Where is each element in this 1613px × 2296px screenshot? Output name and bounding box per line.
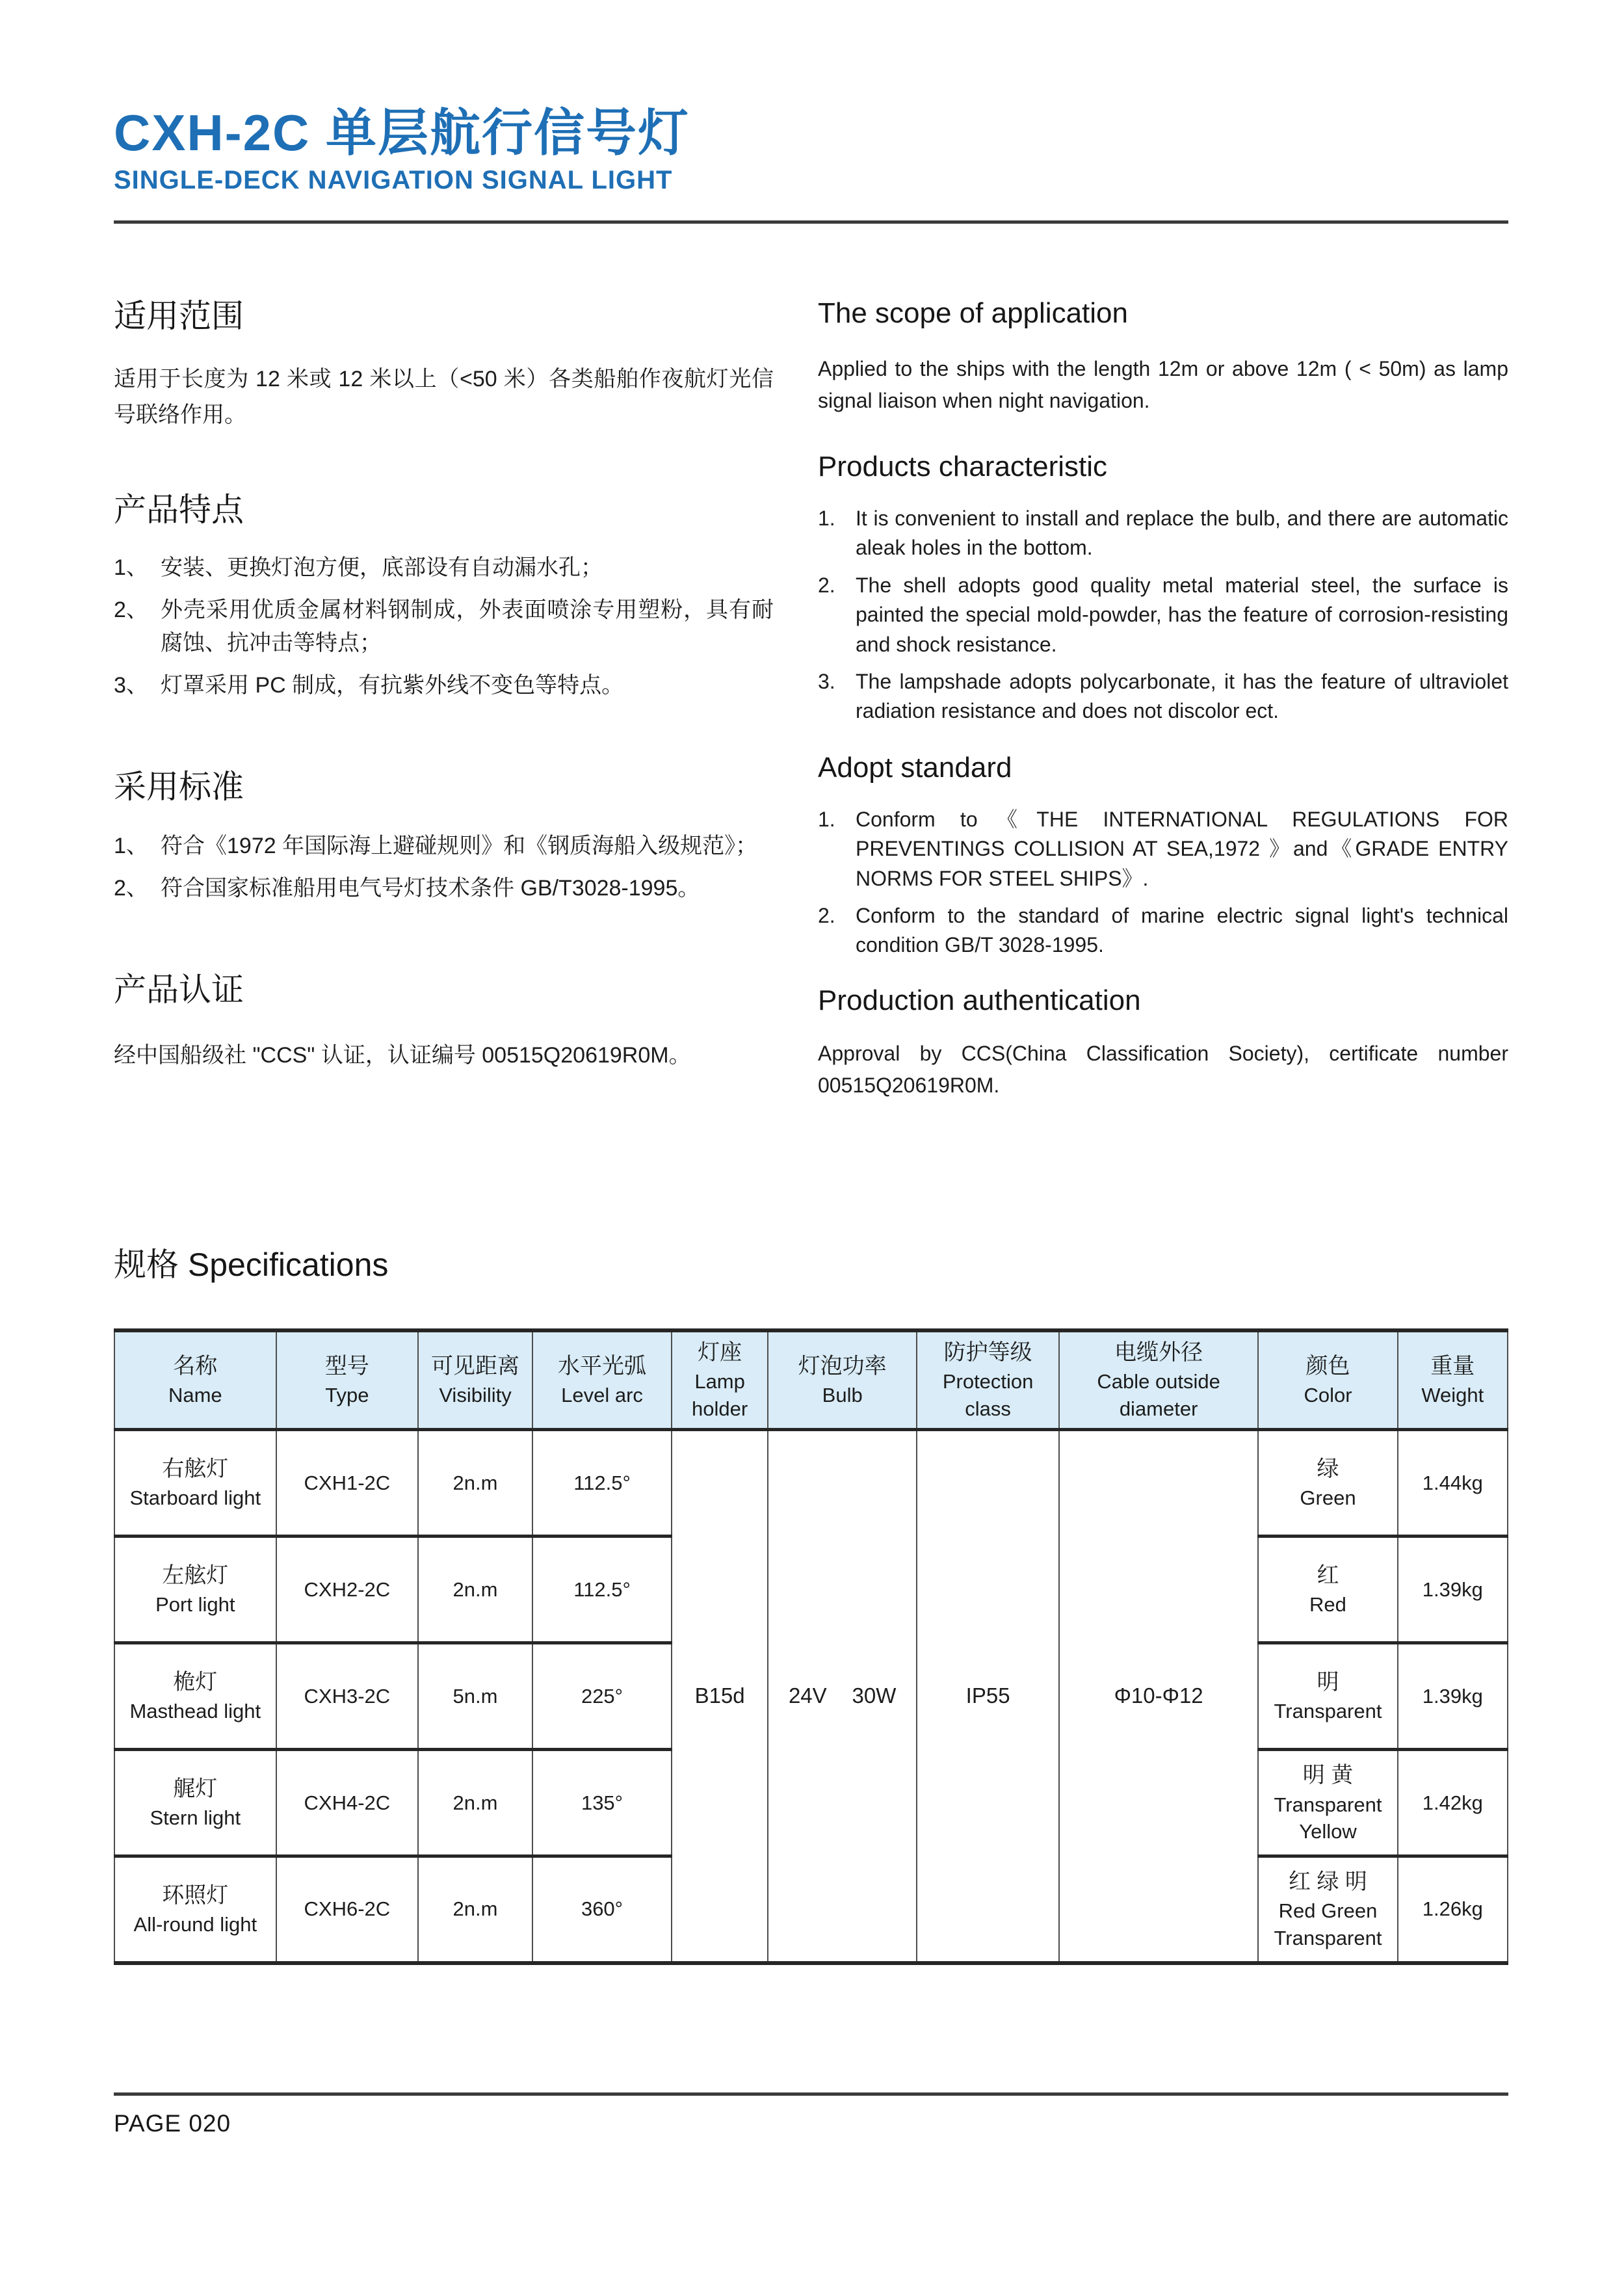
- footer-divider: [114, 2092, 1508, 2096]
- heading-standard-en: Adopt standard: [818, 751, 1012, 784]
- column-chinese: [114, 297, 774, 1102]
- cell-level-arc: 360°: [532, 1856, 672, 1963]
- col-header-weight: [1398, 1330, 1508, 1430]
- cell-name: [114, 1430, 276, 1537]
- specifications-heading: 规格 Specifications: [114, 1246, 389, 1283]
- column-english: [818, 297, 1508, 1102]
- cell-name: [114, 1643, 276, 1750]
- cell-weight: 1.39kg: [1398, 1537, 1508, 1643]
- cell-color: 明 Transparent: [1258, 1643, 1397, 1750]
- col-header-cn: 防护等级: [943, 1339, 1032, 1365]
- list-number: 2、: [114, 876, 148, 901]
- spec-header-row: [114, 1330, 1508, 1430]
- col-header-en: Name: [168, 1384, 222, 1407]
- list-item: [818, 805, 1508, 893]
- section-characteristic-en: [818, 450, 1508, 726]
- col-header-en: Weight: [1421, 1384, 1484, 1407]
- list-text: The shell adopts good quality metal material steel, the surface is painted the special mold-powder, has the feature of corrosion-resisting and shock resistance.: [856, 573, 1508, 656]
- page-subtitle: SINGLE-DECK NAVIGATION SIGNAL LIGHT: [114, 166, 673, 194]
- cell-type: CXH3-2C: [276, 1643, 419, 1750]
- cell-name-cn: 右舷灯: [162, 1456, 229, 1481]
- cell-name-en: Starboard light: [129, 1486, 261, 1510]
- col-header-en: Visibility: [439, 1384, 512, 1407]
- cell-visibility: 2n.m: [418, 1430, 532, 1537]
- page-number: PAGE 020: [114, 2109, 231, 2137]
- cell-visibility: 2n.m: [418, 1856, 532, 1963]
- catalog-page: [0, 104, 1613, 2296]
- heading-characteristic-en: Products characteristic: [818, 450, 1108, 482]
- section-authentication-en: [818, 984, 1508, 1102]
- cell-weight: 1.42kg: [1398, 1750, 1508, 1856]
- col-header-en: Lamp holder: [692, 1370, 748, 1421]
- col-header-en: Cable outside diameter: [1097, 1370, 1220, 1421]
- col-header-cn: 型号: [324, 1353, 369, 1379]
- list-text: 灯罩采用 PC 制成，有抗紫外线不变色等特点。: [161, 673, 624, 698]
- heading-scope-cn: 适用范围: [114, 298, 244, 334]
- cell-visibility: 2n.m: [418, 1750, 532, 1856]
- cell-type: CXH1-2C: [276, 1430, 419, 1537]
- section-scope-en: [818, 297, 1508, 417]
- col-header-cn: 可见距离: [431, 1353, 520, 1379]
- cell-level-arc: 112.5°: [532, 1430, 672, 1537]
- heading-certification-cn: 产品认证: [114, 971, 244, 1009]
- list-item: [818, 901, 1508, 960]
- cell-color: 红 Red: [1258, 1537, 1397, 1643]
- cell-level-arc: 112.5°: [532, 1537, 672, 1643]
- body-authentication-en: Approval by CCS(China Classification Society), certificate number 00515Q20619R0M.: [818, 1041, 1508, 1098]
- list-item: [818, 504, 1508, 563]
- col-header-cn: 灯座: [698, 1339, 742, 1365]
- cell-lamp-holder: B15d: [672, 1430, 768, 1963]
- list-number: 1、: [114, 834, 148, 859]
- list-text: 外壳采用优质金属材料钢制成，外表面喷涂专用塑粉，具有耐腐蚀、抗冲击等特点；: [161, 598, 774, 656]
- col-header-type: [276, 1330, 419, 1430]
- list-text: 符合国家标准船用电气号灯技术条件 GB/T3028-1995。: [161, 876, 700, 901]
- body-scope-en: Applied to the ships with the length 12m or above 12m ( < 50m) as lamp signal liaison when night navigation.: [818, 356, 1508, 413]
- cell-color: 明 黄 Transparent Yellow: [1258, 1750, 1397, 1856]
- col-header-color: [1258, 1330, 1397, 1430]
- list-item: [114, 830, 774, 863]
- cell-weight: 1.44kg: [1398, 1430, 1508, 1537]
- spec-table: [114, 1328, 1508, 1965]
- section-standard-cn: [114, 767, 774, 905]
- body-certification-cn: 经中国船级社 "CCS" 认证，认证编号 00515Q20619R0M。: [114, 1043, 691, 1068]
- page-title: CXH-2C 单层航行信号灯: [114, 104, 690, 161]
- section-columns: [114, 297, 1508, 1102]
- list-number: 2、: [114, 598, 148, 623]
- cell-name-cn: 左舷灯: [162, 1563, 229, 1588]
- list-text: 符合《1972 年国际海上避碰规则》和《钢质海船入级规范》；: [161, 834, 758, 859]
- cell-name-cn: 艉灯: [173, 1776, 218, 1801]
- heading-features-cn: 产品特点: [114, 492, 244, 529]
- cell-weight: 1.39kg: [1398, 1643, 1508, 1750]
- list-item: [114, 872, 774, 905]
- col-header-en: Type: [325, 1384, 369, 1407]
- list-number: 1.: [818, 506, 835, 530]
- col-header-level-arc: [532, 1330, 672, 1430]
- cell-name: [114, 1537, 276, 1643]
- cell-name-en: Stern light: [150, 1806, 241, 1830]
- col-header-en: Bulb: [822, 1384, 863, 1407]
- list-number: 2.: [818, 903, 835, 927]
- list-number: 2.: [818, 573, 835, 597]
- col-header-en: Color: [1304, 1384, 1352, 1407]
- cell-name: [114, 1856, 276, 1963]
- cell-color: 绿 Green: [1258, 1430, 1397, 1537]
- col-header-name: [114, 1330, 276, 1430]
- col-header-cn: 颜色: [1305, 1353, 1350, 1379]
- list-number: 3.: [818, 669, 835, 693]
- col-header-cn: 名称: [173, 1353, 218, 1379]
- list-number: 1、: [114, 555, 148, 581]
- list-item: [114, 551, 774, 585]
- heading-authentication-en: Production authentication: [818, 984, 1141, 1016]
- list-item: [818, 667, 1508, 726]
- cell-color: 红 绿 明 Red Green Transparent: [1258, 1856, 1397, 1963]
- spec-row-starboard: [114, 1430, 1508, 1537]
- cell-type: CXH4-2C: [276, 1750, 419, 1856]
- heading-standard-cn: 采用标准: [114, 769, 244, 806]
- cell-name-cn: 桅灯: [173, 1669, 218, 1695]
- col-header-cn: 重量: [1430, 1353, 1475, 1379]
- list-text: The lampshade adopts polycarbonate, it has the feature of ultraviolet radiation resistance and does not discolor ect.: [856, 669, 1508, 723]
- page-header: [114, 104, 1508, 224]
- cell-protection: IP55: [917, 1430, 1059, 1963]
- col-header-cn: 灯泡功率: [798, 1353, 887, 1379]
- list-text: 安装、更换灯泡方便，底部设有自动漏水孔；: [161, 555, 603, 581]
- section-certification-cn: [114, 970, 774, 1074]
- col-header-visibility: [418, 1330, 532, 1430]
- cell-visibility: 5n.m: [418, 1643, 532, 1750]
- section-features-cn: [114, 490, 774, 702]
- section-standard-en: [818, 751, 1508, 960]
- col-header-en: Protection class: [942, 1370, 1034, 1421]
- cell-bulb: 24V 30W: [768, 1430, 917, 1963]
- cell-name: [114, 1750, 276, 1856]
- cell-type: CXH6-2C: [276, 1856, 419, 1963]
- list-text: Conform to the standard of marine electric signal light's technical condition GB/T 3028-1995.: [856, 903, 1508, 957]
- header-divider: [114, 220, 1508, 224]
- cell-name-cn: 环照灯: [162, 1882, 229, 1908]
- cell-name-en: All-round light: [133, 1913, 257, 1936]
- heading-scope-en: The scope of application: [818, 297, 1128, 329]
- col-header-cable: [1059, 1330, 1258, 1430]
- list-number: 1.: [818, 807, 835, 831]
- cell-name-en: Port light: [155, 1593, 235, 1616]
- list-text: It is convenient to install and replace the bulb, and there are automatic aleak holes in the bottom.: [856, 506, 1508, 560]
- body-scope-cn: 适用于长度为 12 米或 12 米以上（<50 米）各类船舶作夜航灯光信号联络作用。: [114, 367, 774, 428]
- cell-visibility: 2n.m: [418, 1537, 532, 1643]
- list-number: 3、: [114, 673, 148, 698]
- cell-cable: Φ10-Φ12: [1059, 1430, 1258, 1963]
- section-scope-cn: [114, 297, 774, 433]
- cell-type: CXH2-2C: [276, 1537, 419, 1643]
- list-item: [114, 594, 774, 660]
- cell-weight: 1.26kg: [1398, 1856, 1508, 1963]
- col-header-cn: 电缆外径: [1114, 1339, 1203, 1365]
- list-text: Conform to《THE INTERNATIONAL REGULATIONS FOR PREVENTINGS COLLISION AT SEA,1972 》and《GRADE ENTRY NORMS FOR STEEL SHIPS》.: [856, 807, 1508, 890]
- list-item: [818, 571, 1508, 659]
- cell-name-en: Masthead light: [129, 1700, 261, 1723]
- cell-level-arc: 225°: [532, 1643, 672, 1750]
- cell-level-arc: 135°: [532, 1750, 672, 1856]
- list-item: [114, 669, 774, 702]
- col-header-en: Level arc: [561, 1384, 643, 1407]
- col-header-protection: [917, 1330, 1059, 1430]
- col-header-lamp-holder: [672, 1330, 768, 1430]
- col-header-cn: 水平光弧: [558, 1353, 647, 1379]
- col-header-bulb: [768, 1330, 917, 1430]
